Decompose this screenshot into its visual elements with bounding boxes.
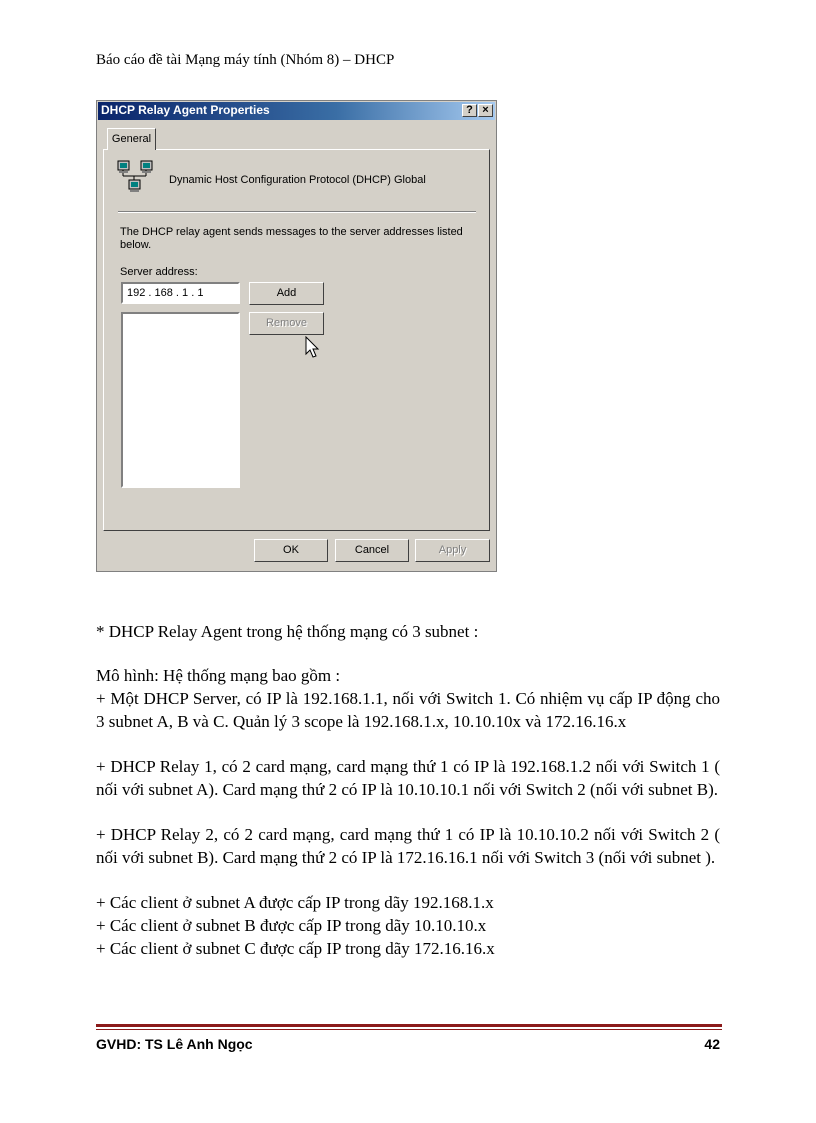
server-address-input[interactable]: 192 . 168 . 1 . 1 xyxy=(121,282,240,304)
list-item: + Các client ở subnet A được cấp IP trong dãy 192.168.1.x xyxy=(96,893,494,912)
page-number: 42 xyxy=(704,1036,720,1052)
list-item: + DHCP Relay 1, có 2 card mạng, card mạng thứ 1 có IP là 192.168.1.2 nối với Switch 1 ( nối với subnet A). Card mạng thứ 2 có IP là 10.10.10.1 nối với Switch 2 (nối với subnet B). xyxy=(96,757,720,799)
dialog-titlebar xyxy=(98,102,495,120)
server-address-label: Server address: xyxy=(120,266,198,278)
network-computers-icon xyxy=(117,160,153,194)
dialog-title: DHCP Relay Agent Properties xyxy=(101,103,270,117)
close-button[interactable]: × xyxy=(478,104,493,117)
list-item: + Các client ở subnet C được cấp IP trong dãy 172.16.16.x xyxy=(96,939,495,958)
relay-description: The DHCP relay agent sends messages to the server addresses listed below. xyxy=(120,226,463,251)
footer-supervisor: GVHD: TS Lê Anh Ngọc xyxy=(96,1036,253,1052)
mouse-cursor-icon xyxy=(305,336,321,360)
footer-rule-thin xyxy=(96,1029,722,1030)
list-item: + DHCP Relay 2, có 2 card mạng, card mạng thứ 1 có IP là 10.10.10.2 nối với Switch 2 ( nối với subnet B). Card mạng thứ 2 có IP là 172.16.16.1 nối với Switch 3 (nối với subnet ). xyxy=(96,825,720,867)
dhcp-relay-properties-dialog xyxy=(96,100,497,572)
tab-general[interactable]: General xyxy=(107,128,156,150)
cancel-button[interactable]: Cancel xyxy=(335,539,409,562)
page-header: Báo cáo đề tài Mạng máy tính (Nhóm 8) – DHCP xyxy=(96,52,395,68)
list-item: + Các client ở subnet B được cấp IP trong dãy 10.10.10.x xyxy=(96,916,487,935)
section-heading: * DHCP Relay Agent trong hệ thống mạng có 3 subnet : xyxy=(96,622,479,641)
dhcp-global-label: Dynamic Host Configuration Protocol (DHCP) Global xyxy=(169,174,426,186)
general-tab-panel xyxy=(103,149,490,531)
list-item: + Một DHCP Server, có IP là 192.168.1.1, nối với Switch 1. Có nhiệm vụ cấp IP động cho 3 subnet A, B và C. Quản lý 3 scope là 192.168.1.x, 10.10.10x và 172.16.16.x xyxy=(96,689,720,731)
separator xyxy=(118,211,476,213)
model-intro: Mô hình: Hệ thống mạng bao gồm : xyxy=(96,666,341,685)
help-button[interactable]: ? xyxy=(462,104,477,117)
footer-rule-thick xyxy=(96,1024,722,1027)
add-button[interactable]: Add xyxy=(249,282,324,305)
ok-button[interactable]: OK xyxy=(254,539,328,562)
server-address-list[interactable] xyxy=(121,312,240,488)
remove-button[interactable]: Remove xyxy=(249,312,324,335)
apply-button[interactable]: Apply xyxy=(415,539,490,562)
